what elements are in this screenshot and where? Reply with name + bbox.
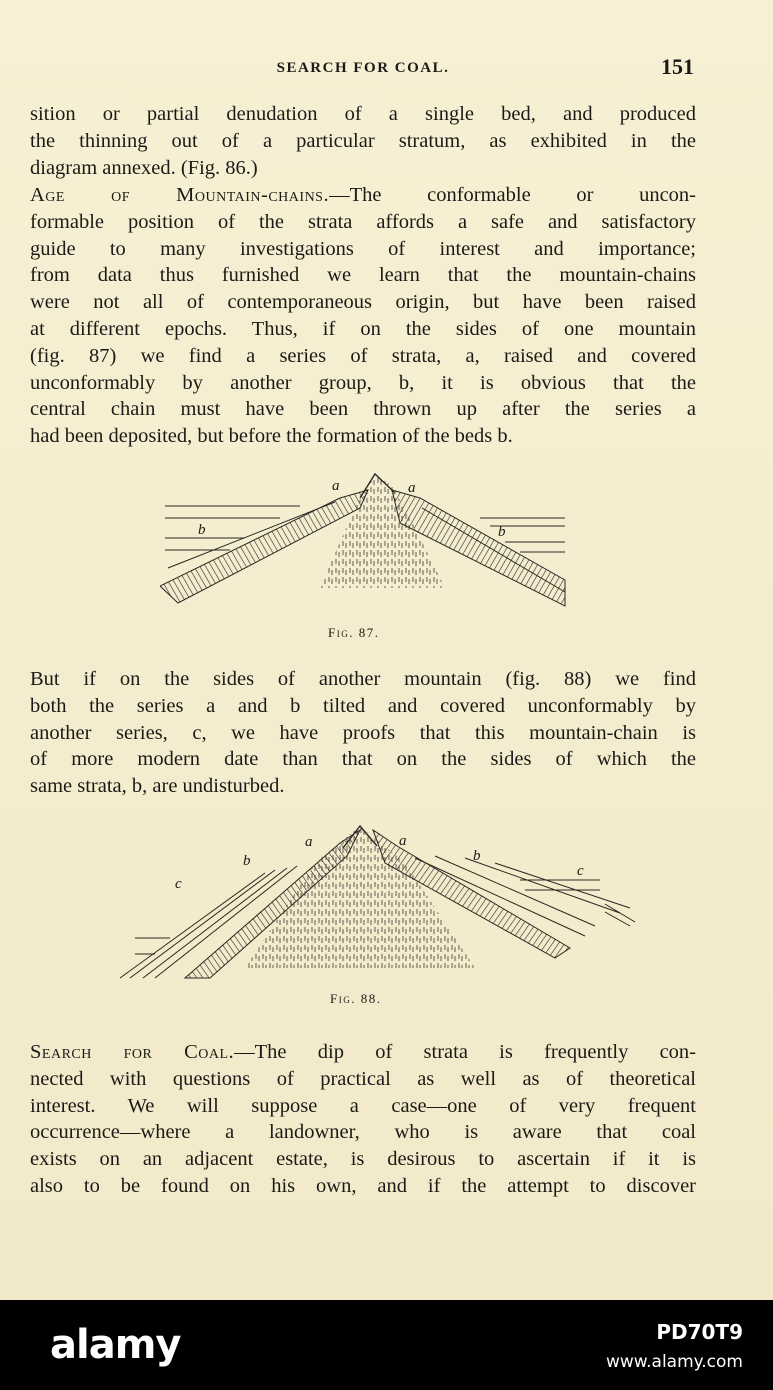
text-line: [30, 1039, 696, 1066]
text-line: from data thus furnished we learn that the mountain-chains: [30, 264, 696, 287]
text-line: of more modern date than that on the sides of which the: [30, 748, 696, 771]
running-head: SEARCH FOR COAL.: [276, 60, 450, 76]
text-line: nected with questions of practical as well as of theoretical: [30, 1067, 696, 1090]
text-line: interest. We will suppose a case—one of very frequent: [30, 1094, 696, 1117]
fig87-label-a-right: a: [408, 480, 416, 496]
watermark-footer: [0, 1300, 773, 1390]
text-line: had been deposited, but before the formation of the beds b.: [30, 425, 513, 448]
figure-87-caption: Fig. 87.: [328, 625, 380, 640]
figure-87-diagram: [160, 468, 580, 616]
text-line: But if on the sides of another mountain (fig. 88) we find: [30, 668, 696, 690]
text-fragment: —The conformable or uncon-: [329, 184, 696, 206]
paragraph-mountain-chains: [30, 182, 696, 450]
text-fragment: —The dip of strata is frequently con-: [234, 1041, 696, 1063]
text-line: also to be found on his own, and if the attempt to discover: [30, 1174, 696, 1197]
paragraph-search-for-coal: [30, 1039, 696, 1200]
fig87-label-b-right: b: [498, 524, 506, 540]
text-line: were not all of contemporaneous origin, but have been raised: [30, 291, 696, 314]
fig88-label-c-right: c: [577, 863, 584, 879]
figure-88-caption: Fig. 88.: [330, 991, 382, 1006]
text-line: unconformably by another group, b, it is obvious that the: [30, 371, 696, 394]
paragraph-continuation: [30, 101, 696, 181]
fig87-label-a-left: a: [332, 478, 340, 494]
text-line: the thinning out of a particular stratum, as exhibited in the: [30, 129, 696, 152]
fig88-label-a-right: a: [399, 833, 407, 849]
fig88-label-c-left: c: [175, 876, 182, 892]
text-line: diagram annexed. (Fig. 86.): [30, 156, 258, 179]
text-line: central chain must have been thrown up after the series a: [30, 398, 696, 421]
text-line: guide to many investigations of interest and importance;: [30, 237, 696, 260]
page-header: [30, 52, 696, 86]
text-line: sition or partial denudation of a single bed, and produced: [30, 103, 696, 125]
text-line: another series, c, we have proofs that this mountain-chain is: [30, 721, 696, 744]
text-line: both the series a and b tilted and covered unconformably by: [30, 694, 696, 717]
image-id: PD70T9: [656, 1320, 743, 1344]
brand-logo: alamy: [50, 1322, 181, 1368]
fig87-label-b-left: b: [198, 522, 206, 538]
text-line: occurrence—where a landowner, who is aware that coal: [30, 1121, 696, 1144]
text-line: (fig. 87) we find a series of strata, a, raised and covered: [30, 344, 696, 367]
section-heading: Age of Mountain-chains.: [30, 184, 330, 206]
text-line: [30, 182, 696, 209]
text-line: at different epochs. Thus, if on the sides of one mountain: [30, 317, 696, 340]
fig88-label-b-left: b: [243, 853, 251, 869]
fig88-label-b-right: b: [473, 848, 481, 864]
site-url: www.alamy.com: [605, 1352, 743, 1372]
text-line: same strata, b, are undisturbed.: [30, 775, 285, 798]
paragraph-another-mountain: [30, 666, 696, 800]
figure-88-diagram: [115, 818, 640, 983]
text-line: formable position of the strata affords a safe and satisfactory: [30, 210, 696, 233]
section-heading: Search for Coal.: [30, 1041, 235, 1063]
text-line: exists on an adjacent estate, is desirous to ascertain if it is: [30, 1148, 696, 1171]
page-number: 151: [661, 54, 694, 79]
fig88-label-a-left: a: [305, 834, 313, 850]
